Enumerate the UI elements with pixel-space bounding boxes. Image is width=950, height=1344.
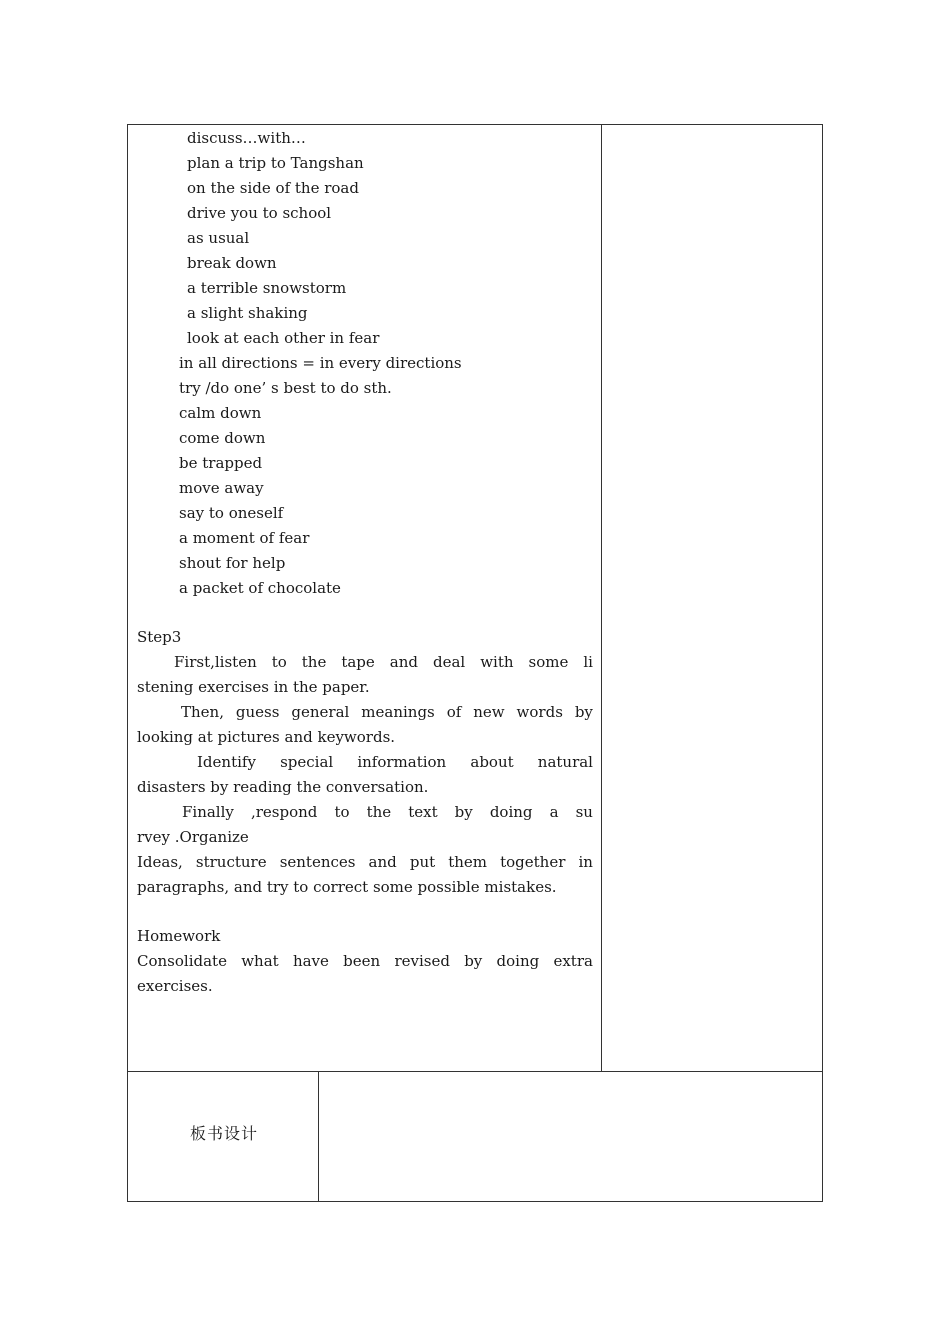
- phrase-item: a terrible snowstorm: [187, 279, 347, 297]
- word: what: [241, 952, 279, 970]
- step3-p1-line1: [174, 652, 593, 672]
- phrase-item: break down: [187, 254, 277, 272]
- column-divider-top: [601, 124, 602, 1072]
- word: them: [448, 853, 488, 871]
- phrase-item: come down: [179, 429, 266, 447]
- word: and: [389, 653, 418, 671]
- word: with: [480, 653, 514, 671]
- phrase-item: as usual: [187, 229, 250, 247]
- word: of: [446, 703, 462, 721]
- step3-p4-line3: [137, 852, 593, 872]
- word: ,respond: [250, 803, 318, 821]
- word: extra: [553, 952, 593, 970]
- word: together: [500, 853, 566, 871]
- step3-p2-line1: [181, 702, 593, 722]
- word: some: [528, 653, 569, 671]
- word: by: [454, 803, 473, 821]
- phrase-item: plan a trip to Tangshan: [187, 154, 364, 172]
- word: about: [470, 753, 514, 771]
- word: su: [575, 803, 593, 821]
- word: meanings: [361, 703, 435, 721]
- homework-line2: exercises.: [137, 977, 213, 995]
- phrase-item: drive you to school: [187, 204, 332, 222]
- board-design-label: 板书设计: [190, 1124, 259, 1143]
- word: doing: [489, 803, 533, 821]
- word: general: [291, 703, 350, 721]
- word: natural: [537, 753, 593, 771]
- word: to: [271, 653, 287, 671]
- phrase-item: in all directions = in every directions: [179, 354, 462, 372]
- step3-p3-line2: disasters by reading the conversation.: [137, 778, 429, 796]
- word: by: [464, 952, 483, 970]
- step3-p4-line1: [182, 802, 593, 822]
- phrase-item: a packet of chocolate: [179, 579, 341, 597]
- word: First,listen: [174, 653, 257, 671]
- word: to: [334, 803, 350, 821]
- phrase-item: a slight shaking: [187, 304, 308, 322]
- phrase-item: calm down: [179, 404, 262, 422]
- word: put: [409, 853, 436, 871]
- step3-p4-line2: rvey .Organize: [137, 828, 249, 846]
- word: Then,: [181, 703, 224, 721]
- phrase-item: say to oneself: [179, 504, 284, 522]
- word: a: [549, 803, 559, 821]
- word: doing: [496, 952, 540, 970]
- word: words: [516, 703, 563, 721]
- phrase-item: a moment of fear: [179, 529, 310, 547]
- word: special: [280, 753, 334, 771]
- word: li: [583, 653, 593, 671]
- step3-heading: Step3: [137, 628, 182, 646]
- step3-p1-line2: stening exercises in the paper.: [137, 678, 370, 696]
- word: Ideas,: [137, 853, 183, 871]
- word: guess: [235, 703, 280, 721]
- word: deal: [432, 653, 466, 671]
- step3-p2-line2: looking at pictures and keywords.: [137, 728, 396, 746]
- word: revised: [394, 952, 450, 970]
- word: the: [366, 803, 392, 821]
- phrase-item: move away: [179, 479, 264, 497]
- word: tape: [341, 653, 375, 671]
- word: Finally: [182, 803, 234, 821]
- word: text: [408, 803, 438, 821]
- word: and: [368, 853, 397, 871]
- word: have: [292, 952, 329, 970]
- word: information: [357, 753, 447, 771]
- phrase-item: on the side of the road: [187, 179, 359, 197]
- phrase-item: be trapped: [179, 454, 263, 472]
- phrase-item: shout for help: [179, 554, 286, 572]
- word: sentences: [279, 853, 356, 871]
- homework-heading: Homework: [137, 927, 221, 945]
- word: Identify: [197, 753, 256, 771]
- phrase-item: try /do one’ s best to do sth.: [179, 379, 392, 397]
- phrase-item: discuss…with…: [187, 129, 306, 147]
- homework-line1: [137, 951, 593, 971]
- word: in: [578, 853, 593, 871]
- word: Consolidate: [137, 952, 227, 970]
- phrase-item: look at each other in fear: [187, 329, 380, 347]
- word: by: [574, 703, 593, 721]
- word: new: [473, 703, 505, 721]
- word: been: [343, 952, 381, 970]
- word: structure: [195, 853, 267, 871]
- board-design-content-cell: [319, 1072, 822, 1201]
- step3-p4-line4: paragraphs, and try to correct some possible mistakes.: [137, 878, 557, 896]
- step3-p3-line1: [197, 752, 593, 772]
- word: the: [301, 653, 327, 671]
